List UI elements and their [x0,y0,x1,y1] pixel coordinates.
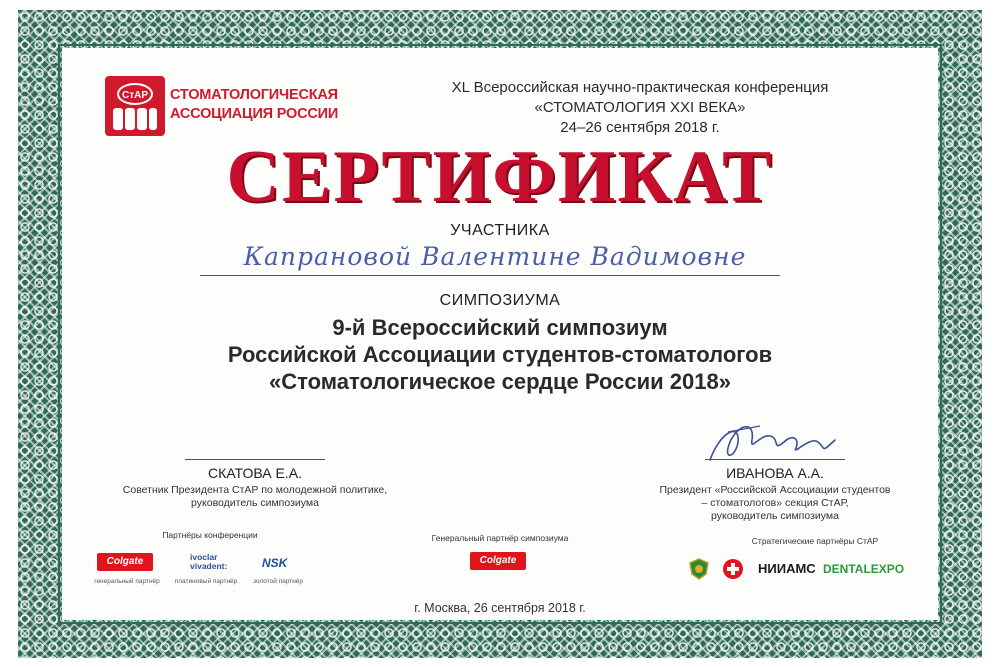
ivoclar-logo-line1: ivoclar [190,552,218,562]
signatory-name-right: ИВАНОВА А.А. [726,465,824,481]
signature-line-right [705,459,845,460]
caption-general-partner: генеральный партнёр [94,578,160,585]
star-logo-icon [105,76,165,136]
red-cross-logo-icon [722,558,744,580]
participant-label: УЧАСТНИКА [450,222,550,239]
symposium-label: СИМПОЗИУМА [439,292,561,309]
caption-gold-partner: золотой партнёр [252,578,304,585]
ivoclar-logo [190,553,250,571]
colgate-logo: Colgate [97,553,153,571]
ivoclar-logo-line2: vivadent: [190,561,228,571]
conference-partners-heading: Партнёры конференции [162,530,258,540]
crest-icon [688,558,710,580]
organization-name-line2: АССОЦИАЦИЯ РОССИИ [170,106,339,122]
conference-line2: «СТОМАТОЛОГИЯ XXI ВЕКА» [534,99,746,116]
signatory-role-right-line2: – стоматологов» секция СтАР, [701,497,849,509]
handwritten-signature-icon [700,412,850,472]
colgate-logo-general: Colgate [470,552,526,570]
participant-name: Капрановой Валентине Вадимовне [243,242,747,271]
signatory-role-left-line2: руководитель симпозиума [191,497,319,509]
conference-line3: 24–26 сентября 2018 г. [560,119,720,136]
name-underline [200,275,780,276]
general-partner-heading: Генеральный партнёр симпозиума [431,533,569,543]
signature-line-left [185,459,325,460]
symposium-line1: 9-й Всероссийский симпозиум [332,315,668,340]
caption-platinum-partner: платиновый партнёр [174,578,238,585]
signatory-role-right [640,484,910,523]
signatory-name-left: СКАТОВА Е.А. [208,465,302,481]
conference-line1: XL Всероссийская научно-практическая конференция [451,79,829,96]
signatory-role-left-line1: Советник Президента СтАР по молодежной политике, [122,484,388,496]
dentalexpo-logo: DENTALEXPO [823,562,905,576]
city-date: г. Москва, 26 сентября 2018 г. [414,601,586,615]
organization-name-line1: СТОМАТОЛОГИЧЕСКАЯ [170,87,338,103]
strategic-partners-heading: Стратегические партнёры СтАР [751,536,879,546]
certificate-title: СЕРТИФИКАТ [226,136,774,218]
signatory-role-right-line1: Президент «Российской Ассоциации студентов [659,484,891,496]
symposium-line2: Российской Ассоциации студентов-стоматологов [227,342,773,367]
nsk-logo: NSK [262,556,288,570]
symposium-line3: «Стоматологическое сердце России 2018» [269,369,731,394]
niiams-logo: НИИАМС [758,561,816,576]
symposium-title [0,314,1000,395]
conference-header [370,78,910,138]
signatory-role-left [110,484,400,510]
signatory-role-right-line3: руководитель симпозиума [711,510,839,522]
organization-name [170,86,380,124]
logo-text: СтАР [121,90,149,101]
